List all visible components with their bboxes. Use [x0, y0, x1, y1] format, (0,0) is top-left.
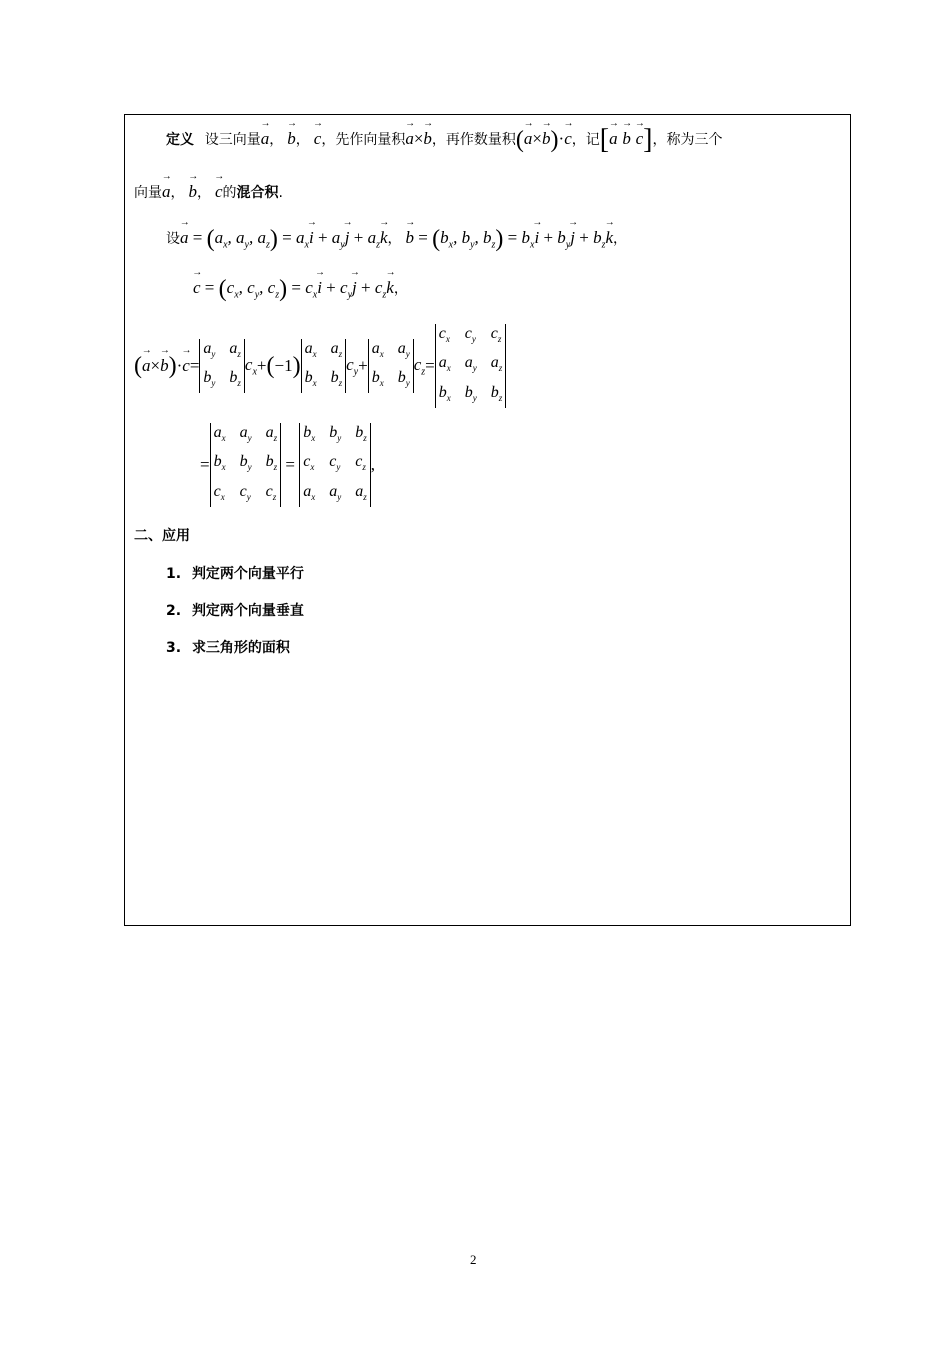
determinant-2x2: $a_x$ $a_z$ $b_x$ $b_z$: [301, 339, 347, 393]
separator: ，: [321, 132, 336, 148]
section-heading: 二、应用: [134, 528, 190, 544]
determinant-2x2: $a_x$ $a_y$ $b_x$ $b_y$: [368, 339, 414, 393]
set-word: 设: [166, 231, 180, 247]
list-number: 1.: [166, 566, 182, 582]
list-item: [166, 637, 290, 657]
page-number: 2: [470, 1252, 477, 1267]
definition-text: 设三向量: [204, 132, 261, 148]
definition-text: 记: [585, 132, 600, 148]
separator: ，: [613, 231, 628, 247]
list-number: 2.: [166, 603, 182, 619]
definition-line-2: 向量→ a，→ b，→ c的混合积.: [134, 182, 283, 202]
definition-label: 定义: [166, 132, 194, 148]
determinant-3x3: $b_x$ $b_y$ $b_z$ $c_x$ $c_y$ $c_z$ $a_x$ $a_y$ $a_z$: [299, 423, 371, 507]
determinant-3x3: $c_x$ $c_y$ $c_z$ $a_x$ $a_y$ $a_z$ $b_x$ $b_y$ $b_z$: [435, 324, 507, 408]
term-mixed-product: 混合积: [236, 185, 279, 201]
list-item: [166, 600, 304, 620]
separator: ，: [269, 132, 284, 148]
formula-ab-components: 设→ $a = (a_x$, $a_y$, $a_z) = a_x\to i + a_y\to j + a_z\to k$，→ $b = (b_x$, $b_y$, $b_z) = b_x\to i + b_y\to j + b_z\to k$，: [166, 226, 627, 253]
period: .: [278, 185, 283, 201]
list-text: 求三角形的面积: [191, 640, 290, 656]
determinant-3x3: $a_x$ $a_y$ $a_z$ $b_x$ $b_y$ $b_z$ $c_x$ $c_y$ $c_z$: [210, 423, 282, 507]
formula-expansion: ( → a × → b ) · → c = $a_y$ $a_z$ $b_y$ $b_z$ $c_x$ + ( −1 ) $a_x$ $a_z$ $b_x$ $b_z$ $c_y$ + $a_x$ $a_y$ $b_x$ $b_y$ $c_z$ = $c_x$ $c_y$ $c_z$ $a_x$ $a_y$ $a_z$ $b_x$ $b_y$ $b_z$: [134, 324, 506, 408]
separator: ，: [571, 132, 586, 148]
separator: ，: [197, 185, 211, 201]
separator: ，: [387, 231, 402, 247]
definition-text: 再作数量积: [445, 132, 516, 148]
separator: ，: [431, 132, 446, 148]
separator: ，: [170, 185, 185, 201]
separator: ，: [295, 132, 310, 148]
determinant-2x2: $a_y$ $a_z$ $b_y$ $b_z$: [199, 339, 245, 393]
list-item: [166, 563, 304, 583]
separator: ，: [652, 132, 667, 148]
definition-text: 的: [222, 185, 237, 201]
definition-text: 称为三个: [666, 132, 723, 148]
definition-text: 先作向量积: [335, 132, 406, 148]
list-text: 判定两个向量平行: [191, 566, 304, 582]
formula-cyclic-equality: = $a_x$ $a_y$ $a_z$ $b_x$ $b_y$ $b_z$ $c_x$ $c_y$ $c_z$ = $b_x$ $b_y$ $b_z$ $c_x$ $c_y$ $c_z$ $a_x$ $a_y$ $a_z$ ,: [200, 422, 375, 508]
list-text: 判定两个向量垂直: [191, 603, 304, 619]
formula-c-components: → $c = (c_x$, $c_y$, $c_z) = c_x\to i + c_y\to j + c_z\to k$，: [193, 276, 408, 303]
definition-line-1: 定义 设三向量→ a，→ b，→ c，先作向量积→ a×→ b，再作数量积(→ a×→ b)·→ c，记[→ a → b → c]，称为三个: [166, 124, 723, 156]
separator: ，: [393, 281, 408, 297]
definition-text: 向量: [134, 185, 162, 201]
list-number: 3.: [166, 640, 182, 656]
